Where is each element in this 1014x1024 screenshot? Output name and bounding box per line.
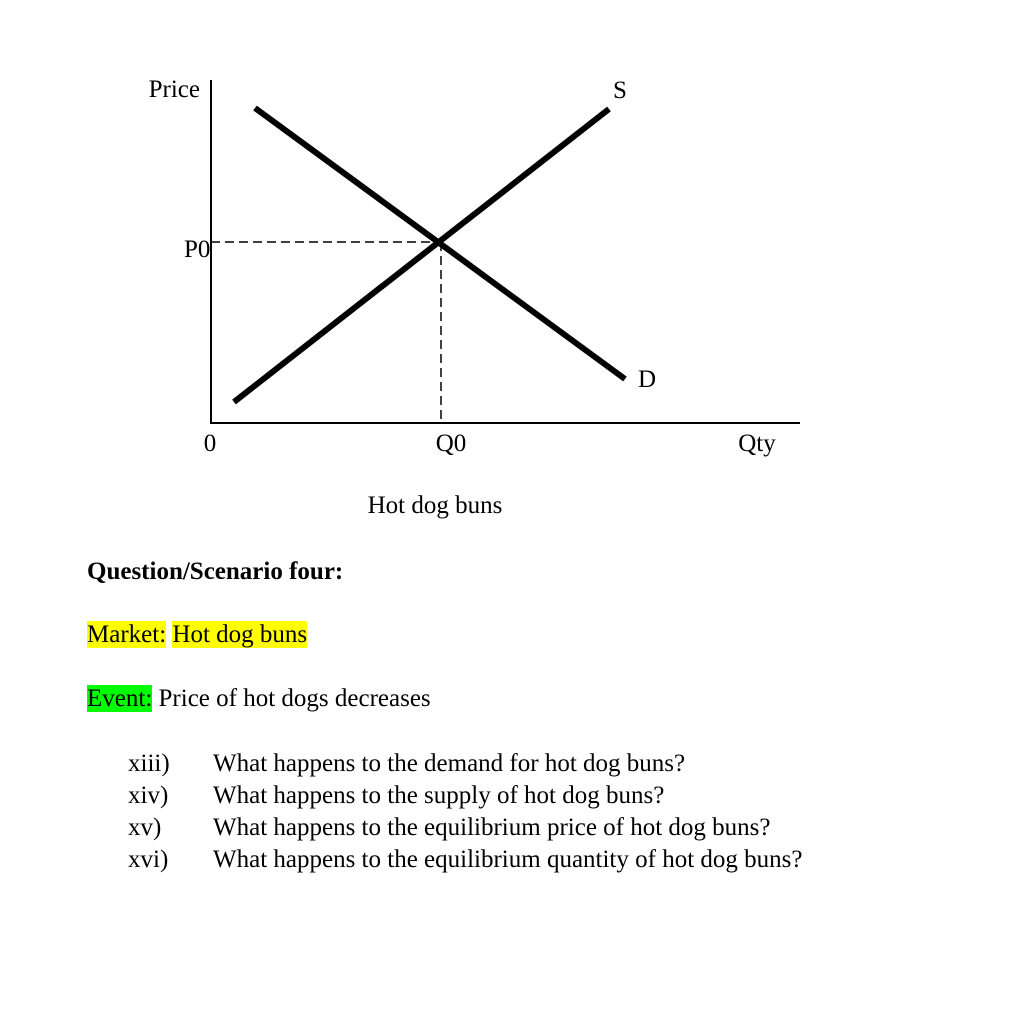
question-item bbox=[128, 780, 802, 812]
x-axis-label: Qty bbox=[738, 430, 776, 457]
scenario-heading: Question/Scenario four: bbox=[87, 558, 344, 585]
event-line bbox=[87, 683, 431, 715]
question-number: xvi) bbox=[128, 846, 169, 873]
supply-curve-label: S bbox=[613, 77, 627, 104]
quantity-label: Q0 bbox=[435, 430, 467, 457]
question-number: xv) bbox=[128, 814, 162, 841]
question-item bbox=[128, 844, 802, 876]
question-text: What happens to the equilibrium price of hot dog buns? bbox=[213, 814, 771, 841]
origin-label: 0 bbox=[203, 430, 217, 457]
question-list bbox=[128, 748, 802, 876]
question-number: xiv) bbox=[128, 782, 169, 809]
question-text: What happens to the equilibrium quantity of hot dog buns? bbox=[213, 846, 803, 873]
demand-curve-label: D bbox=[638, 366, 657, 393]
question-number: xiii) bbox=[128, 750, 170, 777]
diagram-caption: Hot dog buns bbox=[367, 492, 503, 519]
supply-curve bbox=[234, 109, 609, 402]
question-text: What happens to the demand for hot dog buns? bbox=[213, 750, 686, 777]
event-label: Event: bbox=[87, 685, 153, 712]
market-label: Market: bbox=[87, 621, 167, 648]
question-item bbox=[128, 812, 802, 844]
question-text: What happens to the supply of hot dog buns? bbox=[213, 782, 665, 809]
market-value: Hot dog buns bbox=[172, 621, 308, 648]
price-label: P0 bbox=[184, 236, 211, 263]
y-axis-label: Price bbox=[148, 76, 200, 103]
event-value: Price of hot dogs decreases bbox=[158, 685, 431, 712]
question-item bbox=[128, 748, 802, 780]
market-line bbox=[87, 619, 307, 651]
supply-demand-diagram bbox=[0, 0, 1014, 480]
